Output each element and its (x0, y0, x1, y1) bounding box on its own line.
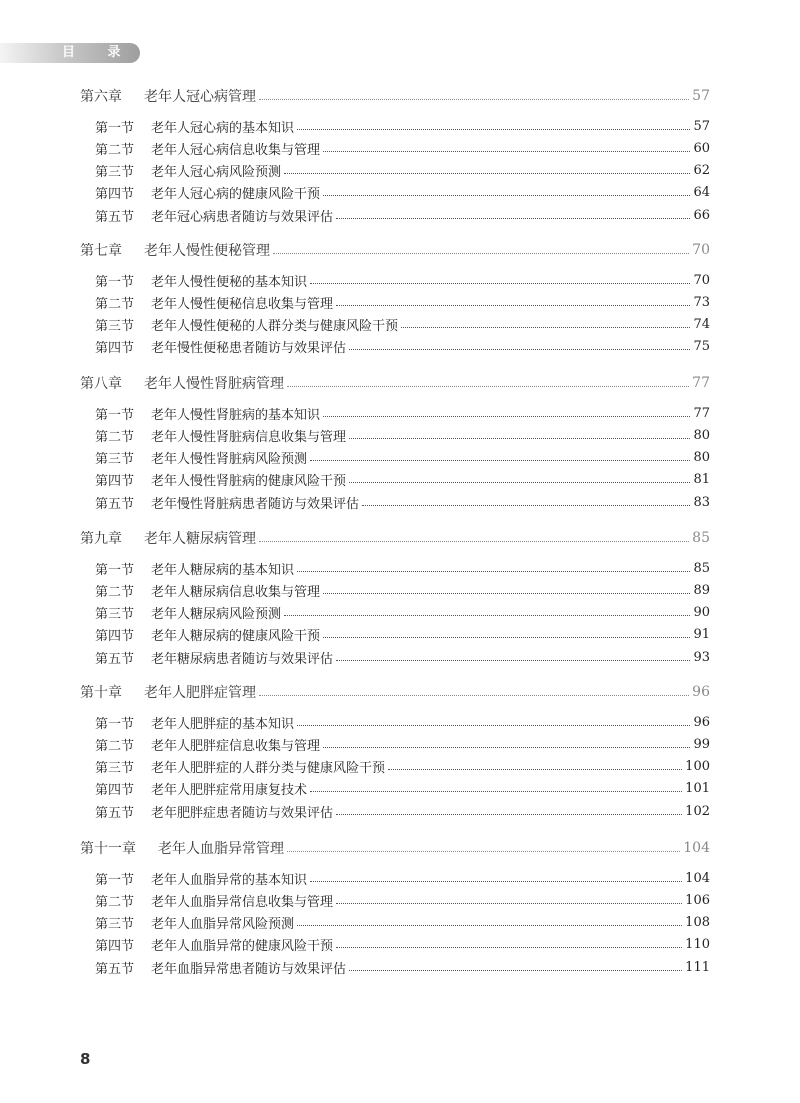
section-page-number: 96 (693, 714, 710, 730)
dot-leader (310, 283, 690, 284)
section-title: 老年人血脂异常的健康风险干预 (151, 939, 334, 955)
dot-leader (287, 851, 680, 852)
section-title: 老年人慢性便秘的基本知识 (151, 274, 308, 290)
section-title: 老年人糖尿病的基本知识 (151, 562, 295, 578)
section-page-number: 91 (693, 627, 710, 643)
section-page-number: 89 (693, 582, 710, 598)
section-label: 第四节 (95, 341, 135, 357)
dot-leader (349, 482, 690, 483)
chapter-page-number: 104 (683, 840, 710, 856)
page-number: 8 (80, 1050, 91, 1068)
section-title: 老年人慢性肾脏病的健康风险干预 (151, 474, 347, 490)
dot-leader (287, 386, 689, 387)
dot-leader (323, 416, 690, 417)
section-entry[interactable] (95, 138, 710, 158)
dot-leader (259, 695, 689, 696)
chapter-entry[interactable] (80, 372, 710, 394)
chapter-entry[interactable] (80, 527, 710, 549)
section-title: 老年人慢性肾脏病信息收集与管理 (151, 429, 347, 445)
dot-leader (349, 349, 690, 350)
section-title: 老年人冠心病的基本知识 (151, 120, 295, 136)
section-label: 第二节 (95, 296, 135, 312)
section-label: 第二节 (95, 142, 135, 158)
section-label: 第四节 (95, 187, 135, 203)
section-title: 老年人糖尿病风险预测 (151, 607, 282, 623)
chapter-entry[interactable] (80, 837, 710, 859)
section-label: 第二节 (95, 429, 135, 445)
section-label: 第五节 (95, 209, 135, 225)
section-title: 老年慢性便秘患者随访与效果评估 (151, 341, 347, 357)
section-label: 第三节 (95, 761, 135, 777)
chapter-page-number: 77 (692, 375, 710, 391)
dot-leader (310, 881, 682, 882)
chapter-page-number: 70 (692, 242, 710, 258)
section-page-number: 75 (693, 339, 710, 355)
dot-leader (284, 173, 690, 174)
section-label: 第三节 (95, 452, 135, 468)
section-entry[interactable] (95, 935, 710, 955)
section-label: 第二节 (95, 584, 135, 600)
section-page-number: 57 (693, 118, 710, 134)
section-entry[interactable] (95, 580, 710, 600)
section-title: 老年糖尿病患者随访与效果评估 (151, 651, 334, 667)
section-entry[interactable] (95, 161, 710, 181)
dot-leader (284, 615, 690, 616)
section-title: 老年人血脂异常风险预测 (151, 917, 295, 933)
section-page-number: 85 (693, 560, 710, 576)
section-label: 第五节 (95, 651, 135, 667)
section-label: 第四节 (95, 939, 135, 955)
section-entry[interactable] (95, 315, 710, 335)
section-label: 第二节 (95, 738, 135, 754)
chapter-label: 第七章 (80, 243, 122, 259)
dot-leader (323, 151, 690, 152)
section-title: 老年人冠心病风险预测 (151, 165, 282, 181)
dot-leader (310, 460, 690, 461)
section-page-number: 62 (693, 163, 710, 179)
section-label: 第四节 (95, 474, 135, 490)
section-label: 第三节 (95, 607, 135, 623)
section-page-number: 77 (693, 405, 710, 421)
section-entry[interactable] (95, 470, 710, 490)
dot-leader (401, 327, 690, 328)
chapter-entry[interactable] (80, 85, 710, 107)
section-page-number: 99 (693, 736, 710, 752)
section-entry[interactable] (95, 757, 710, 777)
chapter-entry[interactable] (80, 239, 710, 261)
dot-leader (388, 769, 682, 770)
section-page-number: 90 (693, 605, 710, 621)
section-entry[interactable] (95, 868, 710, 888)
section-label: 第一节 (95, 872, 135, 888)
section-entry[interactable] (95, 205, 710, 225)
section-title: 老年人慢性便秘信息收集与管理 (151, 296, 334, 312)
dot-leader (297, 129, 690, 130)
chapter-title: 老年人慢性便秘管理 (144, 243, 270, 259)
dot-leader (259, 99, 689, 100)
section-label: 第一节 (95, 562, 135, 578)
section-title: 老年人糖尿病的健康风险干预 (151, 629, 321, 645)
dot-leader (323, 747, 690, 748)
dot-leader (336, 814, 682, 815)
section-entry[interactable] (95, 625, 710, 645)
section-entry[interactable] (95, 603, 710, 623)
section-page-number: 74 (693, 317, 710, 333)
section-label: 第四节 (95, 783, 135, 799)
section-entry[interactable] (95, 270, 710, 290)
dot-leader (323, 637, 690, 638)
section-label: 第五节 (95, 805, 135, 821)
dot-leader (297, 571, 690, 572)
chapter-title: 老年人慢性肾脏病管理 (144, 376, 284, 392)
section-label: 第二节 (95, 894, 135, 910)
dot-leader (297, 725, 690, 726)
toc-header-title: 目 录 (62, 45, 135, 60)
section-title: 老年人慢性便秘的人群分类与健康风险干预 (151, 319, 399, 335)
section-entry[interactable] (95, 403, 710, 423)
section-label: 第四节 (95, 629, 135, 645)
section-entry[interactable] (95, 712, 710, 732)
toc-header-tab (0, 43, 140, 63)
dot-leader (349, 970, 682, 971)
chapter-page-number: 85 (692, 530, 710, 546)
section-title: 老年人肥胖症信息收集与管理 (151, 738, 321, 754)
dot-leader (336, 947, 682, 948)
dot-leader (323, 593, 690, 594)
section-entry[interactable] (95, 734, 710, 754)
section-page-number: 93 (693, 649, 710, 665)
dot-leader (323, 195, 690, 196)
section-page-number: 64 (693, 185, 710, 201)
section-title: 老年人肥胖症的人群分类与健康风险干预 (151, 761, 386, 777)
section-entry[interactable] (95, 116, 710, 136)
section-entry[interactable] (95, 913, 710, 933)
chapter-label: 第十一章 (80, 841, 136, 857)
section-page-number: 101 (685, 781, 710, 797)
section-page-number: 80 (693, 450, 710, 466)
section-entry[interactable] (95, 183, 710, 203)
section-page-number: 102 (685, 803, 710, 819)
chapter-title: 老年人血脂异常管理 (158, 841, 284, 857)
section-entry[interactable] (95, 801, 710, 821)
section-entry[interactable] (95, 492, 710, 512)
section-entry[interactable] (95, 558, 710, 578)
section-entry[interactable] (95, 425, 710, 445)
section-entry[interactable] (95, 779, 710, 799)
section-title: 老年肥胖症患者随访与效果评估 (151, 805, 334, 821)
section-entry[interactable] (95, 890, 710, 910)
section-title: 老年人肥胖症的基本知识 (151, 716, 295, 732)
section-label: 第一节 (95, 716, 135, 732)
section-page-number: 83 (693, 494, 710, 510)
dot-leader (336, 305, 690, 306)
section-title: 老年人血脂异常信息收集与管理 (151, 894, 334, 910)
section-label: 第一节 (95, 120, 135, 136)
section-label: 第一节 (95, 274, 135, 290)
section-title: 老年人肥胖症常用康复技术 (151, 783, 308, 799)
section-label: 第五节 (95, 961, 135, 977)
section-page-number: 81 (693, 472, 710, 488)
dot-leader (336, 903, 682, 904)
dot-leader (362, 505, 690, 506)
section-page-number: 111 (685, 959, 710, 975)
chapter-label: 第十章 (80, 685, 122, 701)
dot-leader (310, 791, 682, 792)
section-entry[interactable] (95, 957, 710, 977)
section-page-number: 110 (685, 937, 710, 953)
chapter-title: 老年人冠心病管理 (144, 89, 256, 105)
chapter-label: 第六章 (80, 89, 122, 105)
section-page-number: 104 (685, 870, 710, 886)
section-page-number: 80 (693, 427, 710, 443)
section-title: 老年冠心病患者随访与效果评估 (151, 209, 334, 225)
dot-leader (297, 925, 682, 926)
section-title: 老年人慢性肾脏病的基本知识 (151, 407, 321, 423)
section-title: 老年慢性肾脏病患者随访与效果评估 (151, 496, 360, 512)
section-label: 第三节 (95, 319, 135, 335)
dot-leader (259, 541, 689, 542)
section-label: 第一节 (95, 407, 135, 423)
dot-leader (336, 218, 690, 219)
section-page-number: 60 (693, 140, 710, 156)
section-page-number: 66 (693, 207, 710, 223)
section-page-number: 106 (685, 892, 710, 908)
section-title: 老年人慢性肾脏病风险预测 (151, 452, 308, 468)
section-label: 第三节 (95, 917, 135, 933)
dot-leader (336, 660, 690, 661)
section-title: 老年人血脂异常的基本知识 (151, 872, 308, 888)
section-entry[interactable] (95, 337, 710, 357)
chapter-entry[interactable] (80, 681, 710, 703)
dot-leader (273, 253, 689, 254)
section-entry[interactable] (95, 448, 710, 468)
section-title: 老年血脂异常患者随访与效果评估 (151, 961, 347, 977)
chapter-title: 老年人糖尿病管理 (144, 531, 256, 547)
chapter-page-number: 96 (692, 684, 710, 700)
section-page-number: 70 (693, 272, 710, 288)
section-page-number: 100 (685, 759, 710, 775)
section-entry[interactable] (95, 647, 710, 667)
chapter-label: 第八章 (80, 376, 122, 392)
section-label: 第五节 (95, 496, 135, 512)
chapter-title: 老年人肥胖症管理 (144, 685, 256, 701)
chapter-page-number: 57 (692, 88, 710, 104)
section-page-number: 108 (685, 915, 710, 931)
section-title: 老年人冠心病信息收集与管理 (151, 142, 321, 158)
dot-leader (349, 438, 690, 439)
section-title: 老年人糖尿病信息收集与管理 (151, 584, 321, 600)
section-page-number: 73 (693, 294, 710, 310)
chapter-label: 第九章 (80, 531, 122, 547)
section-title: 老年人冠心病的健康风险干预 (151, 187, 321, 203)
section-entry[interactable] (95, 292, 710, 312)
section-label: 第三节 (95, 165, 135, 181)
